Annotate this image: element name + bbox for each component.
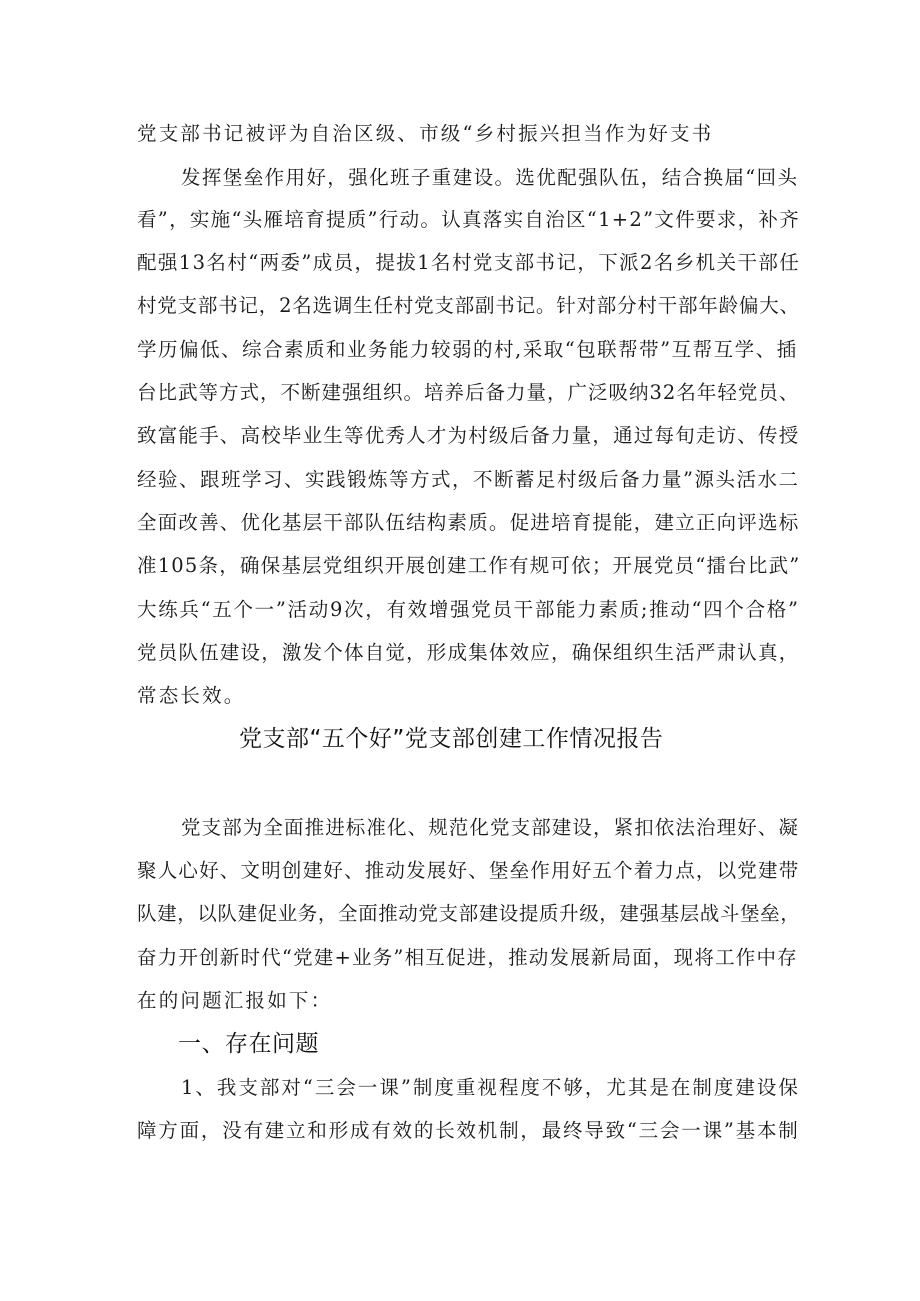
paragraph-line: 致富能手、高校毕业生等优秀人才为村级后备力量，通过每旬走访、传授 <box>137 424 800 447</box>
problem-line: 障方面，没有建立和形成有效的长效机制，最终导致“三会一课”基本制 <box>137 1119 800 1142</box>
section-heading: 一、存在问题 <box>178 1031 319 1057</box>
intro-line: 聚人心好、文明创建好、推动发展好、堡垒作用好五个着力点，以党建带 <box>137 859 800 882</box>
paragraph-line: 大练兵“五个一”活动9次，有效增强党员干部能力素质;推动“四个合格” <box>137 598 800 621</box>
paragraph-line: 经验、跟班学习、实践锻炼等方式，不断蓄足村级后备力量”源头活水二 <box>137 468 800 491</box>
intro-line: 党支部为全面推进标准化、规范化党支部建设，紧扣依法治理好、凝 <box>181 816 800 839</box>
paragraph-line: 村党支部书记，2名选调生任村党支部副书记。针对部分村干部年龄偏大、 <box>137 294 800 317</box>
paragraph-line: 全面改善、优化基层干部队伍结构素质。促进培育提能，建立正向评选标 <box>137 511 800 534</box>
paragraph-line: 看”，实施“头雁培育提质”行动。认真落实自治区“1+2”文件要求，补齐 <box>137 208 800 231</box>
paragraph-line: 党支部书记被评为自治区级、市级“乡村振兴担当作为好支书 <box>137 122 714 145</box>
paragraph-line: 常态长效。 <box>137 684 246 707</box>
problem-line: 1、我支部对“三会一课”制度重视程度不够，尤其是在制度建设保 <box>181 1076 800 1099</box>
paragraph-line: 党员队伍建设，激发个体自觉，形成集体效应，确保组织生活严肃认真， <box>137 641 800 664</box>
paragraph-line: 台比武等方式，不断建强组织。培养后备力量，广泛吸纳32名年轻党员、 <box>137 381 800 404</box>
paragraph-line: 学历偏低、综合素质和业务能力较弱的村,采取“包联帮带”互帮互学、插 <box>137 338 798 361</box>
paragraph-line: 发挥堡垒作用好，强化班子重建设。选优配强队伍，结合换届“回头 <box>181 166 799 189</box>
intro-line: 队建，以队建促业务，全面推动党支部建设提质升级，建强基层战斗堡垒， <box>137 902 801 925</box>
report-title: 党支部“五个好”党支部创建工作情况报告 <box>239 726 664 752</box>
intro-line: 奋力开创新时代“党建+业务”相互促进，推动发展新局面，现将工作中存 <box>137 946 798 969</box>
paragraph-line: 准105条，确保基层党组织开展创建工作有规可依；开展党员“擂台比武” <box>137 554 801 577</box>
intro-line: 在的问题汇报如下： <box>137 989 333 1012</box>
paragraph-line: 配强13名村“两委”成员，提拔1名村党支部书记，下派2名乡机关干部任 <box>137 251 801 274</box>
